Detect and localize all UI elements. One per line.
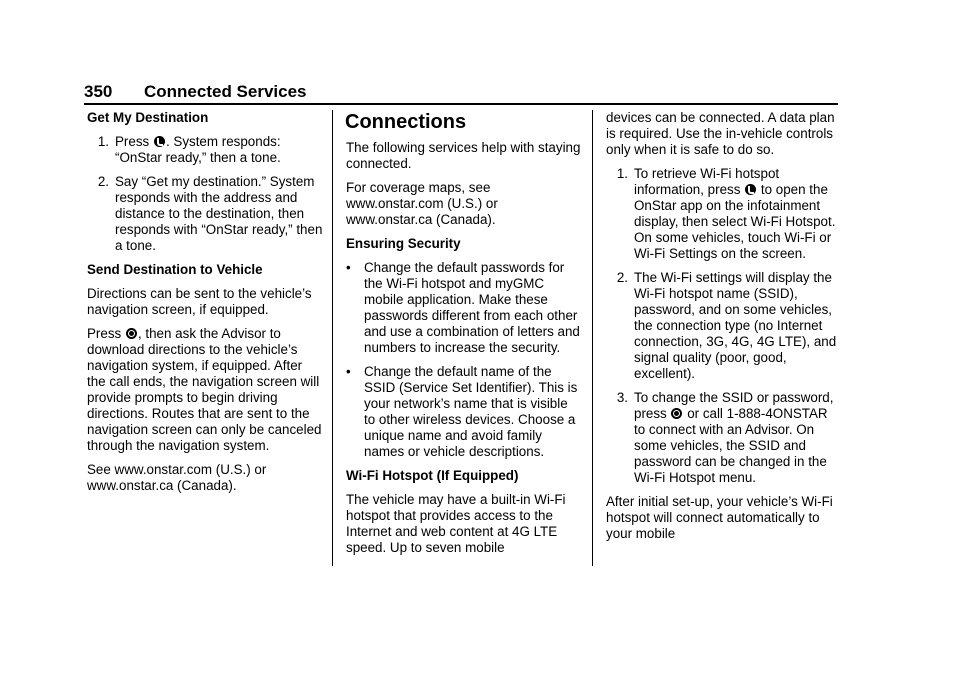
heading-ensuring-security: Ensuring Security: [346, 236, 461, 251]
voice-command-icon: [154, 136, 165, 147]
header-rule: [84, 103, 838, 105]
list-item: 2. Say “Get my destination.” System responds with the address and distance to the destination, then responds with “OnStar ready,” then a tone.: [97, 174, 323, 253]
gmd-steps: [87, 134, 323, 254]
list-item: 2. The Wi-Fi settings will display the Wi-Fi hotspot name (SSID), password, and on some vehicles, the connection type (no Internet connection, 3G, 4G, 4G LTE), and signal quality (poor, good, excellent).: [616, 270, 837, 381]
onstar-button-icon: [671, 408, 682, 419]
heading-connections: Connections: [345, 111, 467, 133]
column-3: [606, 110, 842, 550]
security-bullets: [346, 260, 582, 460]
heading-wifi-hotspot: Wi-Fi Hotspot (If Equipped): [346, 468, 519, 483]
column-divider-2: [592, 110, 593, 566]
list-item: • Change the default passwords for the Wi-Fi hotspot and myGMC mobile application. Make these passwords different from each other and use a combination of letters and numbers to increase the security.: [346, 260, 580, 355]
heading-send-destination: Send Destination to Vehicle: [87, 262, 263, 277]
column-divider-1: [332, 110, 333, 566]
wifi-steps: [606, 166, 842, 486]
paragraph: The vehicle may have a built-in Wi-Fi hotspot that provides access to the Internet and web content at 4G LTE speed. Up to seven mobile: [346, 492, 566, 555]
list-item: 1. Press . System responds: “OnStar ready,” then a tone.: [97, 134, 281, 165]
paragraph: Press , then ask the Advisor to download directions to the vehicle’s navigation system, if equipped. After the call ends, the navigation screen will provide prompts to begin driving directions. Routes that are sent to the navigation screen can only be canceled through the navigation system.: [87, 326, 322, 453]
list-item: 3. To change the SSID or password, press or call 1-888-4ONSTAR to connect with an Advisor. On some vehicles, the SSID and password can be changed in the Wi-Fi Hotspot menu.: [616, 390, 834, 485]
voice-command-icon: [745, 184, 756, 195]
paragraph: After initial set-up, your vehicle’s Wi-Fi hotspot will connect automatically to your mobile: [606, 494, 833, 541]
column-2: [346, 110, 582, 564]
heading-get-my-destination: Get My Destination: [87, 110, 209, 125]
paragraph: devices can be connected. A data plan is required. Use the in-vehicle controls only when it is safe to do so.: [606, 110, 835, 157]
page-number: 350: [84, 82, 113, 101]
list-item: 1. To retrieve Wi-Fi hotspot information, press to open the OnStar app on the infotainment display, then select Wi-Fi Hotspot. On some vehicles, touch Wi-Fi or Wi-Fi Settings on the screen.: [616, 166, 836, 261]
list-item: • Change the default name of the SSID (Service Set Identifier). This is your network’s name that is visible to other wireless devices. Choose a unique name and avoid family names or vehicle descriptions.: [346, 364, 578, 459]
column-1: [87, 110, 323, 502]
onstar-button-icon: [126, 328, 137, 339]
paragraph: For coverage maps, see www.onstar.com (U.S.) or www.onstar.ca (Canada).: [346, 180, 498, 227]
section-title: Connected Services: [144, 82, 307, 101]
paragraph: Directions can be sent to the vehicle’s navigation screen, if equipped.: [87, 286, 312, 317]
page-header: [84, 82, 838, 105]
paragraph: See www.onstar.com (U.S.) or www.onstar.ca (Canada).: [87, 462, 267, 493]
paragraph: The following services help with staying connected.: [346, 140, 581, 171]
